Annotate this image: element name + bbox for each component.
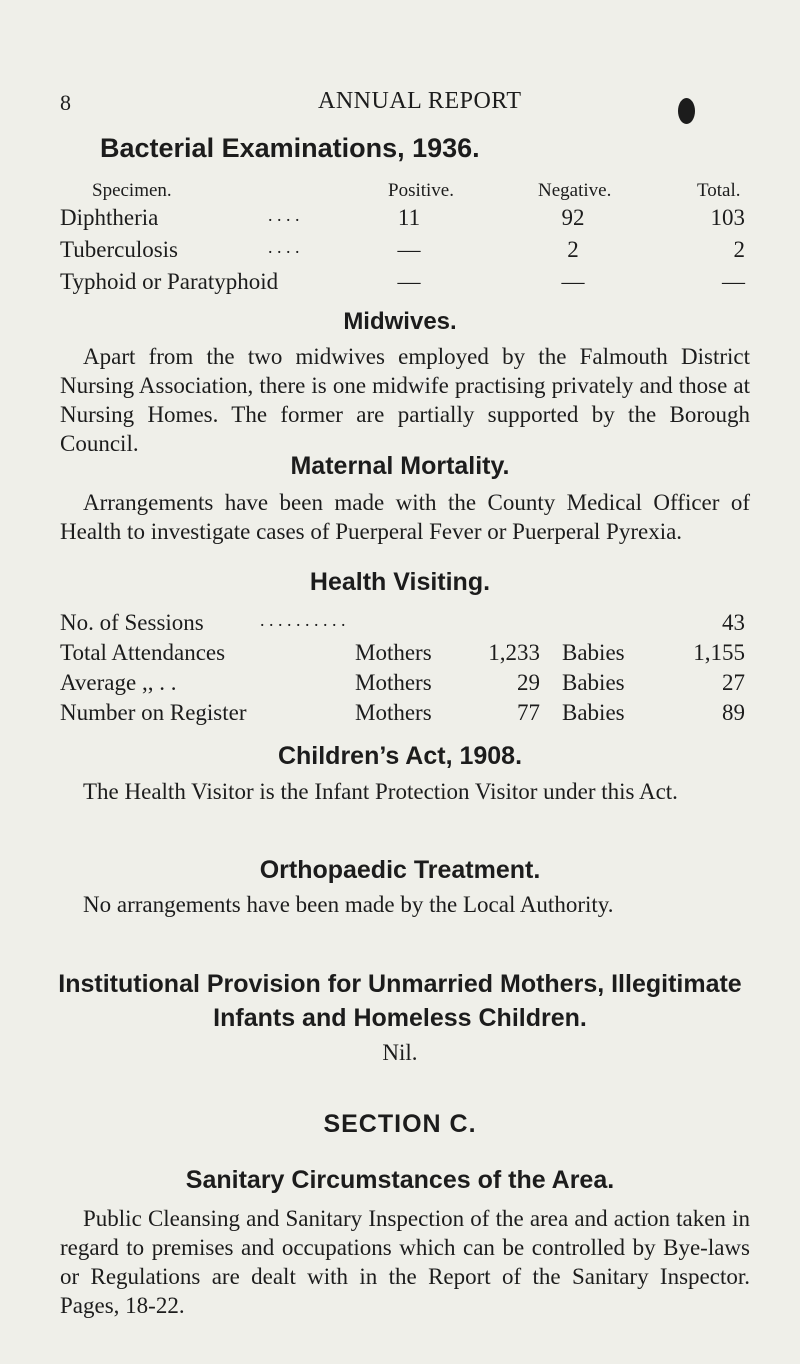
hv-mothers-label: Mothers — [355, 700, 432, 725]
leader-dots: . . . . — [268, 205, 300, 225]
positive-value: 11 — [397, 205, 421, 230]
bacterial-title: Bacterial Examinations, 1936. — [100, 133, 480, 163]
col-negative: Negative. — [538, 180, 612, 201]
midwives-title: Midwives. — [343, 308, 457, 335]
institutional-title-line1: Institutional Provision for Unmarried Mothers, Illegitimate — [58, 970, 742, 998]
hv-mothers-label: Mothers — [355, 670, 432, 695]
hv-babies-value: 27 — [722, 670, 745, 695]
hv-label: Total Attendances — [60, 640, 226, 665]
hv-babies-value: 43 — [722, 610, 745, 635]
institutional-text: Nil. — [382, 1040, 418, 1065]
leader-dots: . . . . — [268, 237, 300, 257]
institutional-title-line2: Infants and Homeless Children. — [213, 1004, 587, 1032]
hv-label: No. of Sessions — [60, 610, 204, 635]
positive-value: — — [397, 269, 421, 294]
negative-value: 92 — [561, 205, 585, 230]
hv-mothers-value: 77 — [517, 700, 540, 725]
orthopaedic-title: Orthopaedic Treatment. — [259, 856, 541, 884]
page-number: 8 — [60, 90, 71, 115]
specimen-typhoid: Typhoid or Paratyphoid — [60, 269, 279, 294]
col-total: Total. — [697, 180, 741, 201]
maternal-text: Arrangements have been made with the County Medical Officer of Health to investigate cases of Puerperal Fever or Puerperal Pyrexia. — [60, 490, 750, 544]
hv-babies-label: Babies — [562, 640, 625, 665]
orthopaedic-text: No arrangements have been made by the Local Authority. — [83, 892, 614, 917]
total-value: — — [722, 269, 745, 294]
positive-value: — — [397, 237, 421, 262]
negative-value: — — [561, 269, 585, 294]
hv-mothers-value: 1,233 — [488, 640, 540, 665]
section-c-title: SECTION C. — [323, 1110, 477, 1138]
col-positive: Positive. — [388, 180, 454, 201]
total-value: 103 — [710, 205, 745, 230]
hv-babies-value: 89 — [722, 700, 745, 725]
hv-babies-label: Babies — [562, 670, 625, 695]
childrens-act-paragraph — [60, 777, 750, 806]
maternal-paragraph — [60, 488, 750, 546]
specimen-tuberculosis: Tuberculosis — [60, 237, 178, 262]
midwives-text: Apart from the two midwives employed by the Falmouth District Nursing Association, there is one midwife practising privately and those at Nursing Homes. The former are partially supported by the Borough Council. — [60, 344, 750, 456]
midwives-paragraph — [60, 342, 750, 458]
orthopaedic-paragraph — [60, 890, 750, 919]
health-visiting-title: Health Visiting. — [309, 568, 491, 596]
specimen-diphtheria: Diphtheria — [60, 205, 159, 230]
childrens-act-text: The Health Visitor is the Infant Protection Visitor under this Act. — [83, 779, 678, 804]
hv-label: Number on Register — [60, 700, 247, 725]
total-value: 2 — [733, 237, 745, 262]
hv-babies-value: 1,155 — [693, 640, 745, 665]
negative-value: 2 — [567, 237, 579, 262]
section-c-paragraph — [60, 1204, 750, 1320]
running-title: ANNUAL REPORT — [318, 88, 522, 114]
hv-babies-label: Babies — [562, 700, 625, 725]
leader-dots: . . . . . . . . . . — [260, 610, 346, 630]
hv-mothers-value: 29 — [517, 670, 540, 695]
maternal-title: Maternal Mortality. — [290, 452, 510, 480]
section-c-subtitle: Sanitary Circumstances of the Area. — [185, 1166, 615, 1194]
hv-mothers-label: Mothers — [355, 640, 432, 665]
col-specimen: Specimen. — [92, 180, 172, 201]
ink-blot — [678, 98, 695, 124]
hv-label: Average ,, . . — [60, 670, 177, 695]
section-c-text: Public Cleansing and Sanitary Inspection of the area and action taken in regard to premises and occupations which can be controlled by Bye-laws or Regulations are dealt with in the Report of the Sanitary Inspector. Pages, 18-22. — [60, 1206, 750, 1318]
childrens-act-title: Children’s Act, 1908. — [277, 742, 523, 770]
